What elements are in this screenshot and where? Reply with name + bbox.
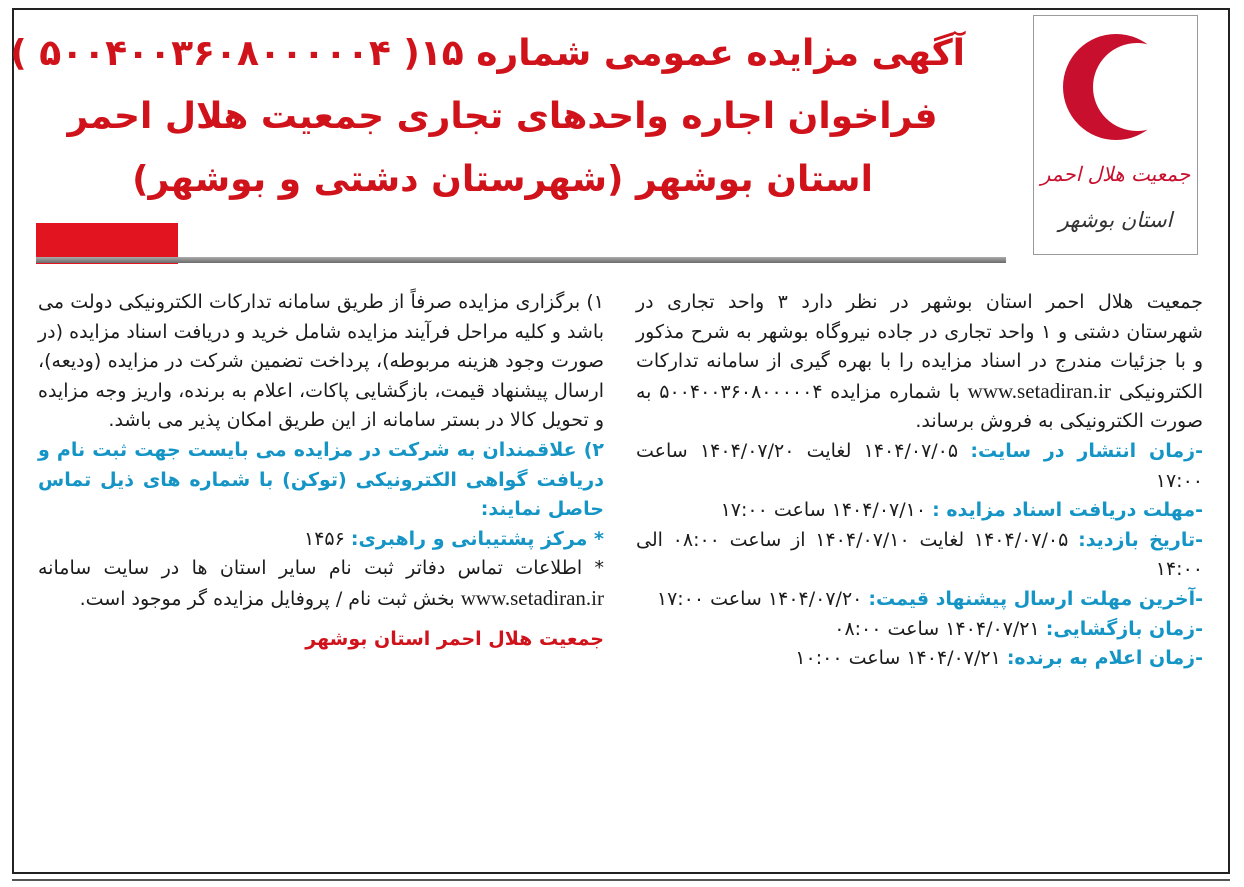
schedule-opening (636, 615, 1203, 645)
schedule-value: ۱۴۰۴/۰۷/۰۵ لغایت ۱۴۰۴/۰۷/۲۰ ساعت ۱۷:۰۰ (636, 439, 1203, 492)
schedule-label: -زمان بازگشایی: (1045, 617, 1203, 640)
signature: جمعیت هلال احمر استان بوشهر (305, 627, 604, 650)
intro-text-2: با شماره مزایده ۵۰۰۴۰۰۳۶۰۸۰۰۰۰۰۴ به صورت الکترونیکی به فروش برساند. (636, 380, 1203, 433)
left-column (38, 288, 604, 654)
support-line (38, 525, 604, 555)
header-divider (36, 257, 1006, 263)
schedule-label: -مهلت دریافت اسناد مزایده : (932, 499, 1203, 522)
logo-org-text: جمعیت هلال احمر (1040, 162, 1191, 186)
title-line-1: آگهی مزایده عمومی شماره ۱۵( ۵۰۰۴۰۰۳۶۰۸۰۰۰۰۰۴ ) (10, 33, 965, 74)
schedule-value: ۱۴۰۴/۰۷/۰۵ لغایت ۱۴۰۴/۰۷/۱۰ از ساعت ۰۸:۰۰ الی ۱۴:۰۰ (636, 528, 1203, 581)
schedule-label: -زمان انتشار در سایت: (970, 439, 1203, 462)
title-line-3: استان بوشهر (شهرستان دشتی و بوشهر) (132, 159, 873, 200)
intro-paragraph (636, 288, 1203, 437)
schedule-publish (636, 437, 1203, 496)
schedule-value: ۱۴۰۴/۰۷/۲۱ ساعت ۱۰:۰۰ (795, 647, 1001, 670)
note-1: ۱) برگزاری مزایده صرفاً از طریق سامانه تدارکات الکترونیکی دولت می باشد و کلیه مراحل فرآیند مزایده شامل خرید و دریافت اسناد مزایده (در صورت وجود هزینه مربوطه)، پرداخت تضمین شرکت در مزایده (ودیعه)، ارسال پیشنهاد قیمت، بازگشایی پاکات، اعلام به برنده، واریز وجه مزایده و تحویل کالا در بستر سامانه از این طریق امکان پذیر می باشد. (38, 291, 604, 432)
schedule-label: -آخرین مهلت ارسال پیشنهاد قیمت: (868, 587, 1203, 610)
schedule-documents (636, 496, 1203, 526)
support-label: * مرکز پشتیبانی و راهبری: (350, 527, 604, 550)
schedule-winner (636, 644, 1203, 674)
offices-text-2: بخش ثبت نام / پروفایل مزایده گر موجود است. (79, 587, 455, 610)
offices-text: * اطلاعات تماس دفاتر ثبت نام سایر استان ها در سایت سامانه (38, 557, 604, 580)
schedule-value: ۱۴۰۴/۰۷/۱۰ ساعت ۱۷:۰۰ (720, 499, 927, 522)
intro-text: جمعیت هلال احمر استان بوشهر در نظر دارد ۳ واحد تجاری در شهرستان دشتی و ۱ واحد تجاری در جاده نیروگاه بوشهر به شرح مذکور و با جزئیات مندرج در اسناد مزایده را با بهره گیری از سامانه تدارکات الکترونیکی (636, 291, 1203, 403)
schedule-label: -تاریخ بازدید: (1078, 528, 1203, 551)
bottom-rule (12, 879, 1230, 881)
red-crescent-logo (1033, 15, 1198, 255)
schedule-visit (636, 526, 1203, 585)
title-line-2: فراخوان اجاره واحدهای تجاری جمعیت هلال احمر (67, 96, 938, 137)
ad-title-block (10, 22, 965, 211)
support-number: ۱۴۵۶ (304, 527, 345, 550)
offices-paragraph (38, 554, 604, 614)
schedule-bid-deadline (636, 585, 1203, 615)
schedule-value: ۱۴۰۴/۰۷/۲۱ ساعت ۰۸:۰۰ (834, 617, 1040, 640)
logo-province-text: استان بوشهر (1058, 208, 1173, 232)
intro-website-link[interactable]: www.setadiran.ir (967, 378, 1111, 403)
schedule-label: -زمان اعلام به برنده: (1006, 647, 1203, 670)
schedule-value: ۱۴۰۴/۰۷/۲۰ ساعت ۱۷:۰۰ (656, 587, 863, 610)
right-column (636, 288, 1203, 674)
note-2: ۲) علاقمندان به شرکت در مزایده می بایست جهت ثبت نام و دریافت گواهی الکترونیکی (توکن) با شماره های ذیل تماس حاصل نمایند: (38, 438, 604, 521)
offices-website-link[interactable]: www.setadiran.ir (460, 585, 604, 610)
